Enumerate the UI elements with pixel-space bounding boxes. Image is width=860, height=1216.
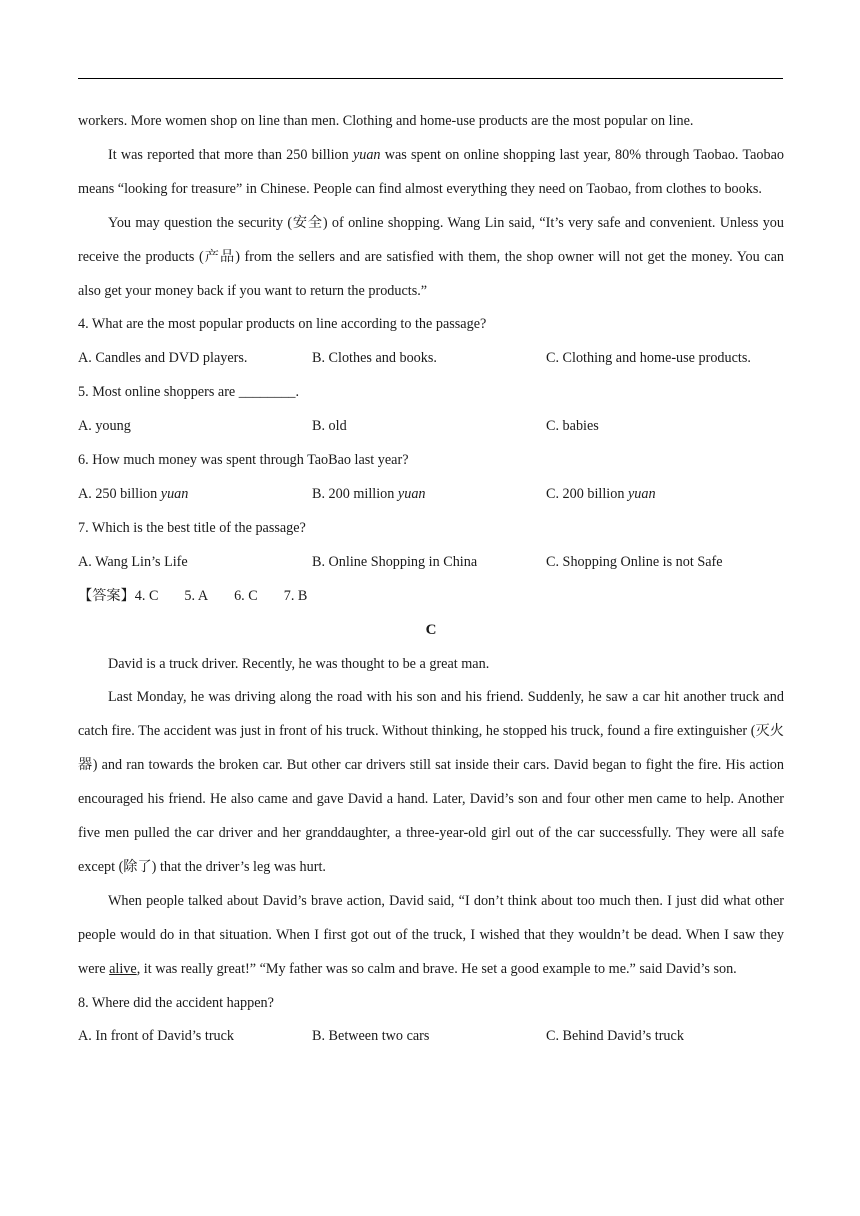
option-text: C. 200 billion — [546, 485, 628, 502]
option-b — [312, 478, 546, 512]
passage-b-paragraph-0: workers. More women shop on line than men. Clothing and home-use products are the most popular on line. — [78, 113, 694, 129]
passage-b-paragraph-1 — [78, 139, 784, 207]
option-b: B. Online Shopping in China — [312, 553, 478, 570]
text-run: It was reported that more than 250 billion — [108, 146, 353, 163]
option-text: B. 200 million — [312, 485, 398, 502]
answer-item: 5. A — [184, 587, 209, 604]
option-c: C. Behind David’s truck — [546, 1028, 684, 1045]
question-7-options — [78, 546, 784, 580]
passage-b-paragraph-2: You may question the security (安全) of online shopping. Wang Lin said, “It’s very safe and convenient. Unless you receive the products (产品) from the sellers and are satisfied with them, the shop owner will not get the money. You can also get your money back if you want to return the products.” — [78, 214, 784, 299]
option-a: A. young — [78, 418, 131, 435]
question-7: 7. Which is the best title of the passage? — [78, 519, 306, 536]
option-a: A. Candles and DVD players. — [78, 350, 248, 367]
passage-c-paragraph-2: Last Monday, he was driving along the road with his son and his friend. Suddenly, he saw a car hit another truck and catch fire. The accident was just in front of his truck. Without thinking, he stopped his truck, found a fire extinguisher (灭火器) and ran towards the broken car. But other car drivers still sat inside their cars. David began to fight the fire. His action encouraged his friend. He also came and gave David a hand. Later, David’s son and four other men came to help. Another five men pulled the car driver and her granddaughter, a three-year-old girl out of the car successfully. They were all safe except (除了) that the driver’s leg was hurt. — [78, 689, 784, 875]
option-a: A. In front of David’s truck — [78, 1028, 235, 1045]
underlined-word: alive — [109, 960, 137, 977]
option-c: C. babies — [546, 418, 599, 435]
text-run: , it was really great!” “My father was so calm and brave. He set a good example to me.” said David’s son. — [136, 960, 737, 977]
option-b: B. old — [312, 418, 347, 435]
answer-label: 【答案】 — [78, 587, 135, 604]
option-c — [546, 478, 784, 512]
option-b: B. Between two cars — [312, 1028, 430, 1045]
question-6: 6. How much money was spent through TaoBao last year? — [78, 452, 409, 469]
option-text: A. 250 billion — [78, 485, 161, 502]
italic-yuan: yuan — [352, 146, 381, 163]
document-body — [78, 105, 784, 1054]
italic-yuan: yuan — [627, 485, 656, 502]
option-c: C. Clothing and home-use products. — [546, 350, 751, 367]
passage-c-paragraph-3 — [78, 885, 784, 987]
answer-item: 6. C — [234, 587, 258, 604]
question-5: 5. Most online shoppers are ________. — [78, 384, 300, 401]
question-8-options — [78, 1020, 784, 1054]
answer-item: 4. C — [134, 587, 159, 604]
question-6-options — [78, 478, 784, 512]
header-rule — [78, 78, 783, 79]
answer-item: 7. B — [283, 587, 308, 604]
italic-yuan: yuan — [160, 485, 189, 502]
option-a: A. Wang Lin’s Life — [78, 553, 188, 570]
text-run: was spent on online shopping last year, 80% through Taobao. Taobao means “looking for treasure” in Chinese. People can find almost everything they need on Taobao, from clothes to books. — [78, 146, 784, 197]
answer-key — [78, 580, 784, 614]
question-8: 8. Where did the accident happen? — [78, 994, 274, 1011]
question-4: 4. What are the most popular products on line according to the passage? — [78, 316, 487, 333]
question-4-options — [78, 342, 784, 376]
option-b: B. Clothes and books. — [312, 350, 437, 367]
text-run: When people talked about David’s brave action, David said, “I don’t think about too much then. I just did what other people would do in that situation. When I first got out of the truck, I wished that they wouldn’t be dead. When I saw they were — [78, 892, 784, 977]
section-title-c: C — [425, 621, 437, 638]
option-c: C. Shopping Online is not Safe — [546, 553, 723, 570]
question-5-options — [78, 410, 784, 444]
passage-c-paragraph-1: David is a truck driver. Recently, he was thought to be a great man. — [108, 655, 490, 672]
italic-yuan: yuan — [397, 485, 426, 502]
option-a — [78, 478, 312, 512]
